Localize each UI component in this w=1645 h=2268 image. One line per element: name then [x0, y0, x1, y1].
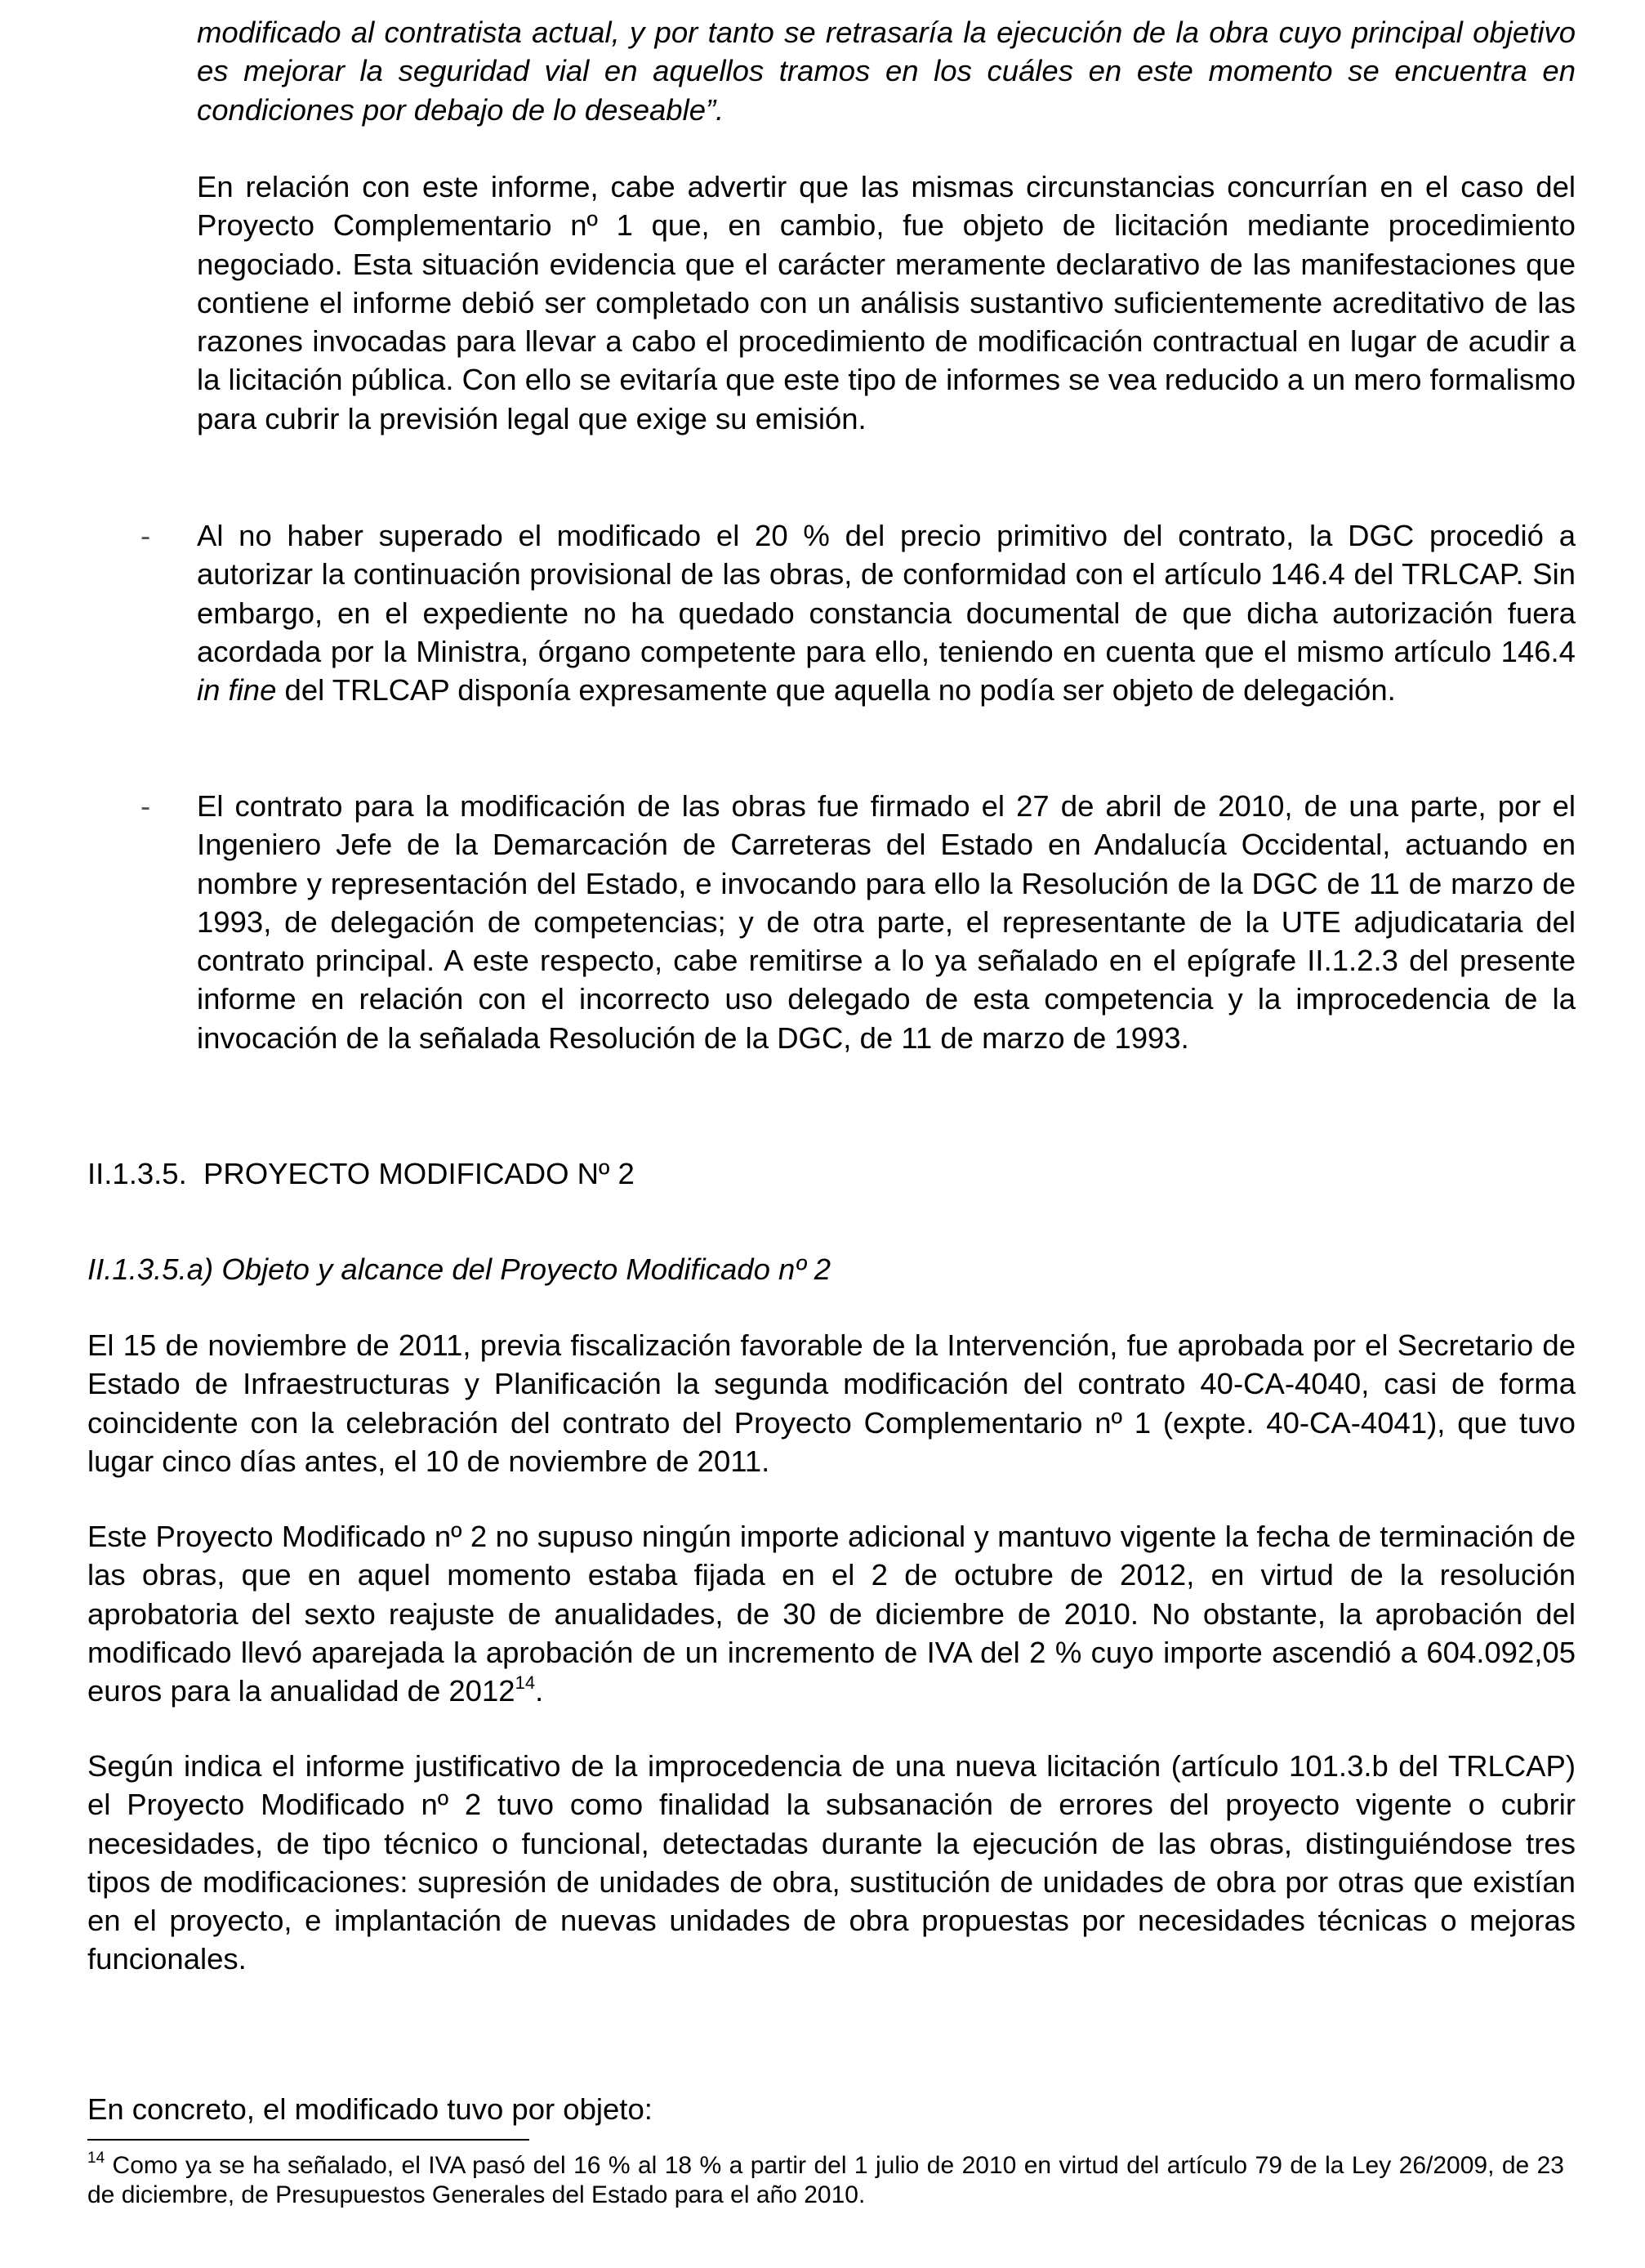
- iva-increment-paragraph: [87, 1517, 1576, 1710]
- bullet-text-end: del TRLCAP disponía expresamente que aquella no podía ser objeto de delegación.: [276, 673, 1396, 708]
- footnote-reference: 14: [515, 1672, 536, 1694]
- paragraph-text: Este Proyecto Modificado nº 2 no supuso ningún importe adicional y mantuvo vigente la fecha de terminación de las obras, que en aquel momento estaba fijada en el 2 de octubre de 2012, en virtud de la resolución aprobatoria del sexto reajuste de anualidades, de 30 de diciembre de 2010. No obstante, la aprobación del modificado llevó aparejada la aprobación de un incremento de IVA del 2 % cuyo importe ascendió a 604.092,05 euros para la anualidad de 2012: [87, 1520, 1576, 1708]
- bullet-item-contract-signature: El contrato para la modificación de las obras fue firmado el 27 de abril de 2010, de una parte, por el Ingeniero Jefe de la Demarcación de Carreteras del Estado en Andalucía Occidental, actuando en nombre y representación del Estado, e invocando para ello la Resolución de la DGC de 11 de marzo de 1993, de delegación de competencias; y de otra parte, el representante de la UTE adjudicataria del contrato principal. A este respecto, cabe remitirse a lo ya señalado en el epígrafe II.1.2.3 del presente informe en relación con el incorrecto uso delegado de esta competencia y la improcedencia de la invocación de la señalada Resolución de la DGC, de 11 de marzo de 1993.: [197, 789, 1576, 1055]
- bullet-marker: -: [140, 519, 151, 552]
- paragraph-end: .: [535, 1674, 544, 1708]
- footnote-separator: [87, 2139, 529, 2141]
- bullet-item-provisional-authorization: [197, 516, 1576, 709]
- approval-paragraph: El 15 de noviembre de 2011, previa fiscalización favorable de la Intervención, fue aprobada por el Secretario de Estado de Infraestructuras y Planificación la segunda modificación del contrato 40-CA-4040, casi de forma coincidente con la celebración del contrato del Proyecto Complementario nº 1 (expte. 40-CA-4041), que tuvo lugar cinco días antes, el 10 de noviembre de 2011.: [87, 1328, 1576, 1478]
- section-heading: II.1.3.5. PROYECTO MODIFICADO Nº 2: [87, 1157, 635, 1190]
- footnote-text: Como ya se ha señalado, el IVA pasó del 16 % al 18 % a partir del 1 julio de 2010 en virtud del artículo 79 de la Ley 26/2009, de 23 de diciembre, de Presupuestos Generales del Estado para el año 2010.: [87, 2152, 1564, 2208]
- report-analysis-paragraph: En relación con este informe, cabe advertir que las mismas circunstancias concurrían en el caso del Proyecto Complementario nº 1 que, en cambio, fue objeto de licitación mediante procedimiento negociado. Esta situación evidencia que el carácter meramente declarativo de las manifestaciones que contiene el informe debió ser completado con un análisis sustantivo suficientemente acreditativo de las razones invocadas para llevar a cabo el procedimiento de modificación contractual en lugar de acudir a la licitación pública. Con ello se evitaría que este tipo de informes se vea reducido a un mero formalismo para cubrir la previsión legal que exige su emisión.: [197, 170, 1576, 435]
- bullet-marker: -: [140, 789, 151, 823]
- bullet-text-start: Al no haber superado el modificado el 20 % del precio primitivo del contrato, la DGC procedió a autorizar la continuación provisional de las obras, de conformidad con el artículo 146.4 del TRLCAP. Sin embargo, en el expediente no ha quedado constancia documental de que dicha autorización fuera acordada por la Ministra, órgano competente para ello, teniendo en cuenta que el mismo artículo 146.4: [197, 519, 1576, 668]
- justification-paragraph: Según indica el informe justificativo de la improcedencia de una nueva licitación (artículo 101.3.b del TRLCAP) el Proyecto Modificado nº 2 tuvo como finalidad la subsanación de errores del proyecto vigente o cubrir necesidades, de tipo técnico o funcional, detectadas durante la ejecución de las obras, distinguiéndose tres tipos de modificaciones: supresión de unidades de obra, sustitución de unidades de obra por otras que existían en el proyecto, e implantación de nuevas unidades de obra propuestas por necesidades técnicas o mejoras funcionales.: [87, 1749, 1576, 1976]
- footnote-marker: 14: [87, 2150, 105, 2167]
- object-intro-paragraph: En concreto, el modificado tuvo por objeto:: [87, 2092, 653, 2126]
- quote-continuation-paragraph: modificado al contratista actual, y por tanto se retrasaría la ejecución de la obra cuyo principal objetivo es mejorar la seguridad vial en aquellos tramos en los cuáles en este momento se encuentra en condiciones por debajo de lo deseable”.: [197, 16, 1576, 127]
- subsection-heading: II.1.3.5.a) Objeto y alcance del Proyecto Modificado nº 2: [87, 1252, 831, 1286]
- footnote: [87, 2151, 1564, 2210]
- bullet-text-italic: in fine: [197, 673, 277, 708]
